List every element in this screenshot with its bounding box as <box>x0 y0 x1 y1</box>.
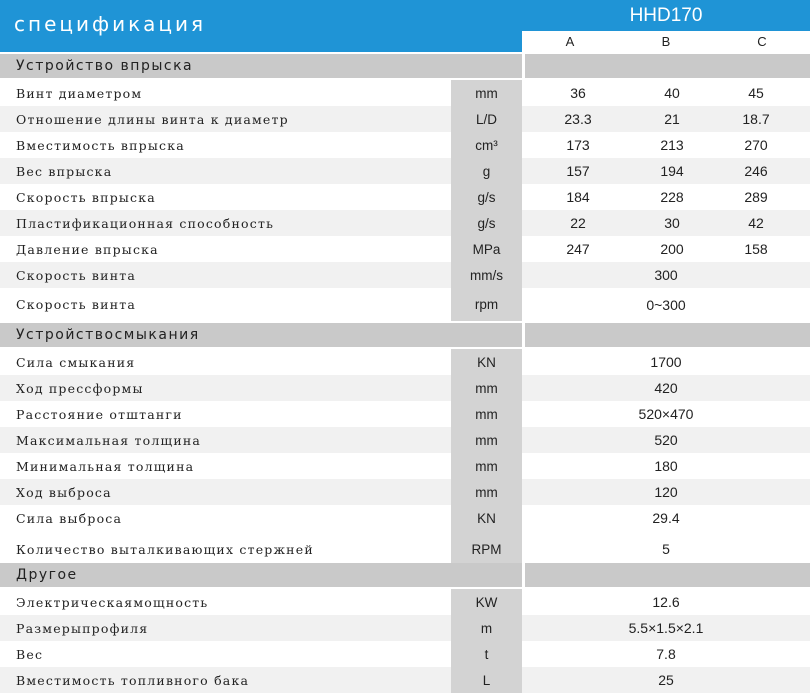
spec-unit: g/s <box>451 210 522 236</box>
spec-label: Отношение длины винта к диаметр <box>16 111 289 127</box>
spec-unit: KN <box>451 349 522 375</box>
spec-unit: MPa <box>451 236 522 262</box>
page-title: спецификация <box>14 12 207 36</box>
spec-value-a: 23.3 <box>564 111 592 127</box>
spec-value-a: 184 <box>566 189 590 205</box>
spec-label: Сила выброса <box>16 510 123 526</box>
spec-label: Скорость винта <box>16 297 136 312</box>
spec-value-c: 45 <box>748 85 764 101</box>
spec-label: Электрическаямощность <box>16 594 209 610</box>
spec-value-a: 157 <box>566 163 590 179</box>
spec-label: Скорость впрыска <box>16 189 156 205</box>
spec-row <box>0 262 810 288</box>
header-title-bar <box>0 0 522 52</box>
spec-value: 120 <box>654 484 678 500</box>
spec-value-c: 270 <box>744 137 768 153</box>
spec-value-b: 194 <box>660 163 684 179</box>
spec-value-a: 36 <box>570 85 586 101</box>
spec-value: 300 <box>654 267 678 283</box>
spec-value: 5 <box>662 541 670 557</box>
spec-unit: mm <box>451 80 522 106</box>
section-label: Устройство впрыска <box>16 58 194 74</box>
spec-value: 29.4 <box>652 510 680 526</box>
spec-label: Количество выталкивающих стержней <box>16 541 314 557</box>
section-other <box>0 563 810 587</box>
spec-label: Размерыпрофиля <box>16 620 149 636</box>
spec-unit: g <box>451 158 522 184</box>
spec-value-b: 213 <box>660 137 684 153</box>
spec-value: 25 <box>658 672 674 688</box>
spec-unit: RPM <box>451 531 522 567</box>
spec-unit: mm/s <box>451 262 522 288</box>
spec-row <box>0 589 810 615</box>
spec-label: Вес впрыска <box>16 163 113 179</box>
spec-value-c: 42 <box>748 215 764 231</box>
spec-unit: mm <box>451 427 522 453</box>
spec-value-b: 200 <box>660 241 684 257</box>
spec-row <box>0 401 810 427</box>
spec-label: Давление впрыска <box>16 241 159 257</box>
spec-row <box>0 184 810 210</box>
spec-row <box>0 479 810 505</box>
spec-label: Пластификационная способность <box>16 215 275 231</box>
spec-unit: m <box>451 615 522 641</box>
spec-value-a: 173 <box>566 137 590 153</box>
spec-label: Винт диаметром <box>16 85 143 101</box>
spec-value-b: 228 <box>660 189 684 205</box>
spec-unit: mm <box>451 479 522 505</box>
spec-unit: L <box>451 667 522 693</box>
spec-unit: mm <box>451 401 522 427</box>
spec-row <box>0 505 810 531</box>
spec-unit: mm <box>451 453 522 479</box>
spec-row <box>0 80 810 106</box>
spec-value: 1700 <box>650 354 682 370</box>
spec-unit: KW <box>451 589 522 615</box>
spec-value-c: 158 <box>744 241 768 257</box>
spec-row <box>0 615 810 641</box>
spec-unit: t <box>451 641 522 667</box>
spec-unit: g/s <box>451 184 522 210</box>
spec-value-b: 21 <box>664 111 680 127</box>
spec-row <box>0 210 810 236</box>
section-clamping <box>0 323 810 347</box>
spec-label: Скорость винта <box>16 267 136 283</box>
spec-unit: KN <box>451 505 522 531</box>
spec-value: 520×470 <box>638 406 694 422</box>
section-divider <box>522 323 525 347</box>
spec-label: Минимальная толщина <box>16 458 195 474</box>
spec-label: Вместимость впрыска <box>16 137 185 153</box>
spec-label: Ход прессформы <box>16 380 144 396</box>
spec-row <box>0 158 810 184</box>
spec-label: Вес <box>16 646 44 662</box>
spec-value-b: 40 <box>664 85 680 101</box>
spec-value: 12.6 <box>652 594 680 610</box>
spec-value-b: 30 <box>664 215 680 231</box>
spec-value: 5.5×1.5×2.1 <box>628 620 704 636</box>
section-divider <box>522 54 525 78</box>
spec-row <box>0 349 810 375</box>
section-label: Устройствосмыкания <box>16 327 200 343</box>
spec-row <box>0 427 810 453</box>
model-name: HHD170 <box>522 0 810 31</box>
spec-unit: rpm <box>451 288 522 321</box>
variant-b-header: B <box>661 34 671 49</box>
section-unit-fill <box>451 563 522 587</box>
spec-value: 180 <box>654 458 678 474</box>
spec-unit: cm³ <box>451 132 522 158</box>
spec-row <box>0 531 810 567</box>
spec-row <box>0 236 810 262</box>
spec-value-a: 247 <box>566 241 590 257</box>
spec-unit: mm <box>451 375 522 401</box>
spec-label: Вместимость топливного бака <box>16 672 250 688</box>
spec-value: 7.8 <box>656 646 676 662</box>
variant-header-row <box>522 31 810 52</box>
spec-row <box>0 453 810 479</box>
section-injection <box>0 54 810 78</box>
spec-value: 0~300 <box>646 296 686 313</box>
spec-row <box>0 375 810 401</box>
spec-value: 520 <box>654 432 678 448</box>
variant-a-header: A <box>565 34 575 49</box>
section-divider <box>522 563 525 587</box>
section-label: Другое <box>16 567 78 583</box>
spec-row <box>0 641 810 667</box>
spec-row <box>0 667 810 693</box>
spec-value: 420 <box>654 380 678 396</box>
spec-row <box>0 106 810 132</box>
variant-c-header: C <box>757 34 767 49</box>
spec-label: Максимальная толщина <box>16 432 202 448</box>
spec-label: Расстояние отштанги <box>16 406 183 422</box>
spec-label: Сила смыкания <box>16 354 136 370</box>
spec-row <box>0 288 810 321</box>
spec-row <box>0 132 810 158</box>
spec-unit: L/D <box>451 106 522 132</box>
spec-value-c: 246 <box>744 163 768 179</box>
spec-value-c: 18.7 <box>742 111 770 127</box>
spec-value-c: 289 <box>744 189 768 205</box>
spec-value-a: 22 <box>570 215 586 231</box>
spec-label: Ход выброса <box>16 484 112 500</box>
